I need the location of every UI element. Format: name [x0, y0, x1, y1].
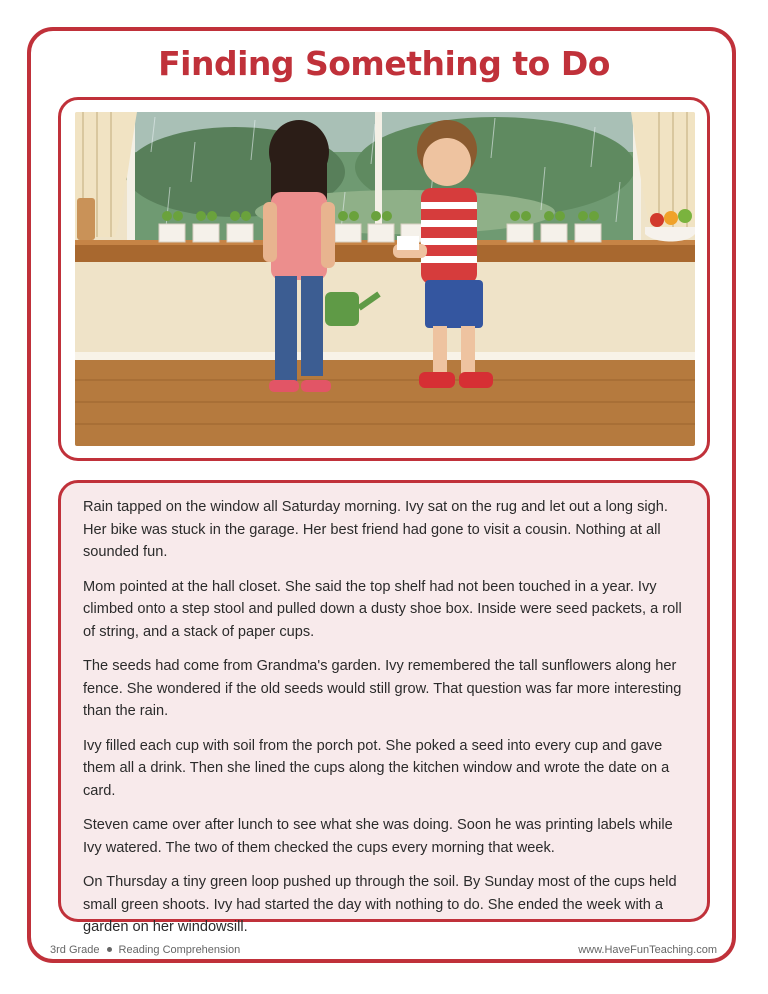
paragraph: Ivy filled each cup with soil from the porch pot. She poked a seed into every cup and gave them all a drink. Then she lined the cups along the kitchen window and wrote the date on a card. — [83, 737, 670, 799]
footer-subject: Reading Comprehension — [118, 944, 241, 956]
paragraph: Steven came over after lunch to see what she was doing. Soon he was printing labels while Ivy watered. The two of them checked the cups every morning that week. — [83, 817, 673, 856]
footer-category — [50, 944, 240, 956]
footer-website[interactable]: www.HaveFunTeaching.com — [578, 944, 717, 956]
footer-grade: 3rd Grade — [50, 944, 100, 956]
paragraph: The seeds had come from Grandma's garden. Ivy remembered the tall sunflowers along her fence. She wondered if the old seeds would still grow. That question was far more interesting than the rain. — [83, 658, 682, 719]
paragraph: Rain tapped on the window all Saturday morning. Ivy sat on the rug and let out a long sigh. Her bike was stuck in the garage. Her best friend had gone to visit a cousin. Nothing at all sounded fun. — [83, 499, 668, 560]
paragraph: Mom pointed at the hall closet. She said the top shelf had not been touched in a year. Ivy climbed onto a step stool and pulled down a dusty shoe box. Inside were seed packets, a roll of string, and a stack of paper cups. — [83, 578, 682, 640]
page-title: Finding Something to Do — [158, 44, 610, 83]
paragraph: On Thursday a tiny green loop pushed up through the soil. By Sunday most of the cups held small green shoots. Ivy had started the day with nothing to do. She ended the week with a garden on her windowsill. — [83, 874, 677, 935]
rainy-window-seedlings-illustration — [75, 112, 695, 446]
bullet-dot-icon — [107, 947, 112, 952]
story-text-panel — [58, 480, 710, 935]
illustration-frame — [58, 97, 710, 461]
